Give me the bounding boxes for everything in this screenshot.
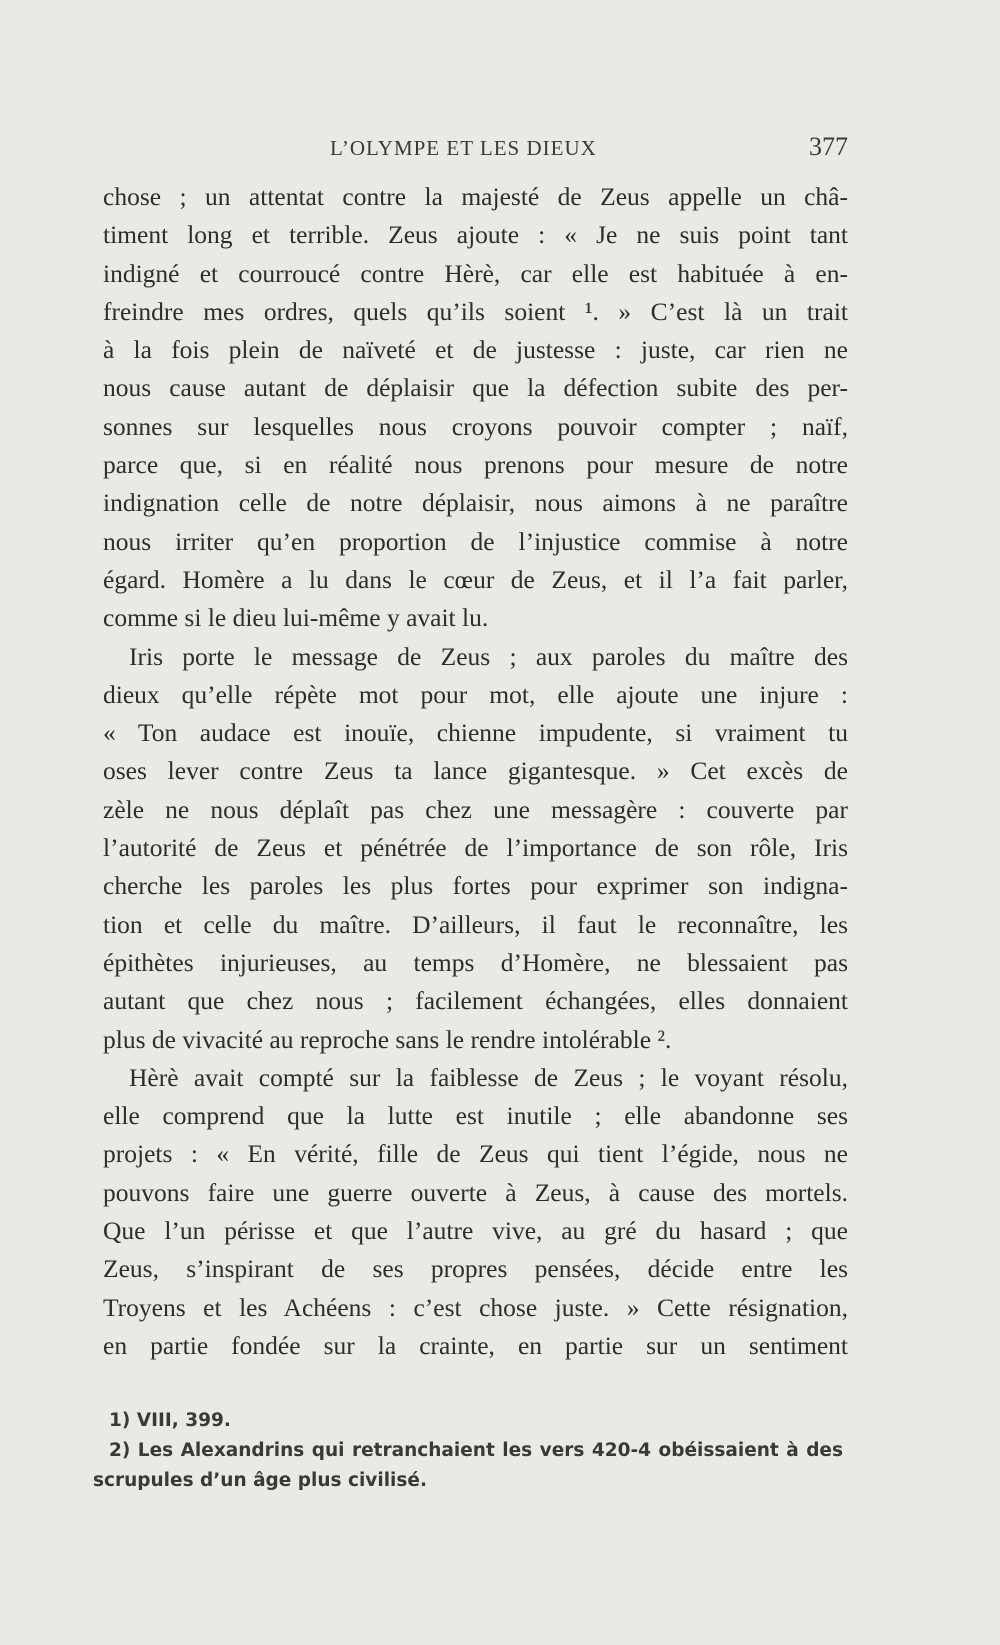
footnotes	[93, 1406, 843, 1496]
text-line: cherche les paroles les plus fortes pour exprimer son indigna-	[103, 871, 848, 901]
text-line: dieux qu’elle répète mot pour mot, elle ajoute une injure :	[103, 679, 848, 709]
text-line: autant que chez nous ; facilement échangées, elles donnaient	[103, 986, 848, 1016]
text-line: plus de vivacité au reproche sans le rendre intolérable ².	[103, 1024, 672, 1054]
text-line: chose ; un attentat contre la majesté de Zeus appelle un châ-	[103, 182, 848, 211]
text-line: Iris porte le message de Zeus ; aux paroles du maître des	[129, 641, 848, 671]
text-line: égard. Homère a lu dans le cœur de Zeus, et il l’a fait parler,	[103, 564, 848, 594]
page-header	[103, 132, 848, 172]
text-line: « Ton audace est inouïe, chienne impudente, si vraiment tu	[103, 718, 848, 748]
text-line: elle comprend que la lutte est inutile ; elle abandonne ses	[103, 1101, 848, 1131]
text-line: épithètes injurieuses, au temps d’Homère, ne blessaient pas	[103, 947, 848, 977]
text-line: Troyens et les Achéens : c’est chose juste. » Cette résignation,	[103, 1292, 848, 1322]
text-line: Zeus, s’inspirant de ses propres pensées, décide entre les	[103, 1254, 848, 1284]
text-line: sonnes sur lesquelles nous croyons pouvoir compter ; naïf,	[103, 411, 848, 441]
text-line: Hèrè avait compté sur la faiblesse de Zeus ; le voyant résolu,	[129, 1062, 848, 1092]
text-line: pouvons faire une guerre ouverte à Zeus, à cause des mortels.	[103, 1177, 848, 1207]
text-line: timent long et terrible. Zeus ajoute : « Je ne suis point tant	[103, 220, 848, 250]
footnote-2-continued: scrupules d’un âge plus civilisé.	[93, 1470, 427, 1491]
page-number: 377	[809, 132, 848, 161]
text-line: Que l’un périsse et que l’autre vive, au gré du hasard ; que	[103, 1216, 848, 1246]
text-line: tion et celle du maître. D’ailleurs, il faut le reconnaître, les	[103, 909, 848, 939]
text-line: nous cause autant de déplaisir que la défection subite des per-	[103, 373, 848, 403]
footnote-2: 2) Les Alexandrins qui retranchaient les vers 420-4 obéissaient à des	[109, 1440, 843, 1461]
text-line: projets : « En vérité, fille de Zeus qui tient l’égide, nous ne	[103, 1139, 848, 1169]
text-line: parce que, si en réalité nous prenons pour mesure de notre	[103, 450, 848, 480]
text-line: indigné et courroucé contre Hèrè, car elle est habituée à en-	[103, 258, 848, 288]
text-line: nous irriter qu’en proportion de l’injustice commise à notre	[103, 526, 848, 556]
text-line: l’autorité de Zeus et pénétrée de l’importance de son rôle, Iris	[103, 833, 848, 863]
running-head: L’OLYMPE ET LES DIEUX	[330, 136, 597, 160]
text-line: en partie fondée sur la crainte, en partie sur un sentiment	[103, 1330, 848, 1360]
text-line: comme si le dieu lui-même y avait lu.	[103, 603, 489, 633]
body-text	[103, 178, 848, 1365]
text-line: à la fois plein de naïveté et de justesse : juste, car rien ne	[103, 335, 848, 365]
text-line: oses lever contre Zeus ta lance gigantesque. » Cet excès de	[103, 756, 848, 786]
text-line: zèle ne nous déplaît pas chez une messagère : couverte par	[103, 794, 848, 824]
footnote-1: 1) VIII, 399.	[109, 1410, 231, 1431]
text-line: freindre mes ordres, quels qu’ils soient ¹. » C’est là un trait	[103, 296, 848, 326]
text-line: indignation celle de notre déplaisir, nous aimons à ne paraître	[103, 488, 848, 518]
